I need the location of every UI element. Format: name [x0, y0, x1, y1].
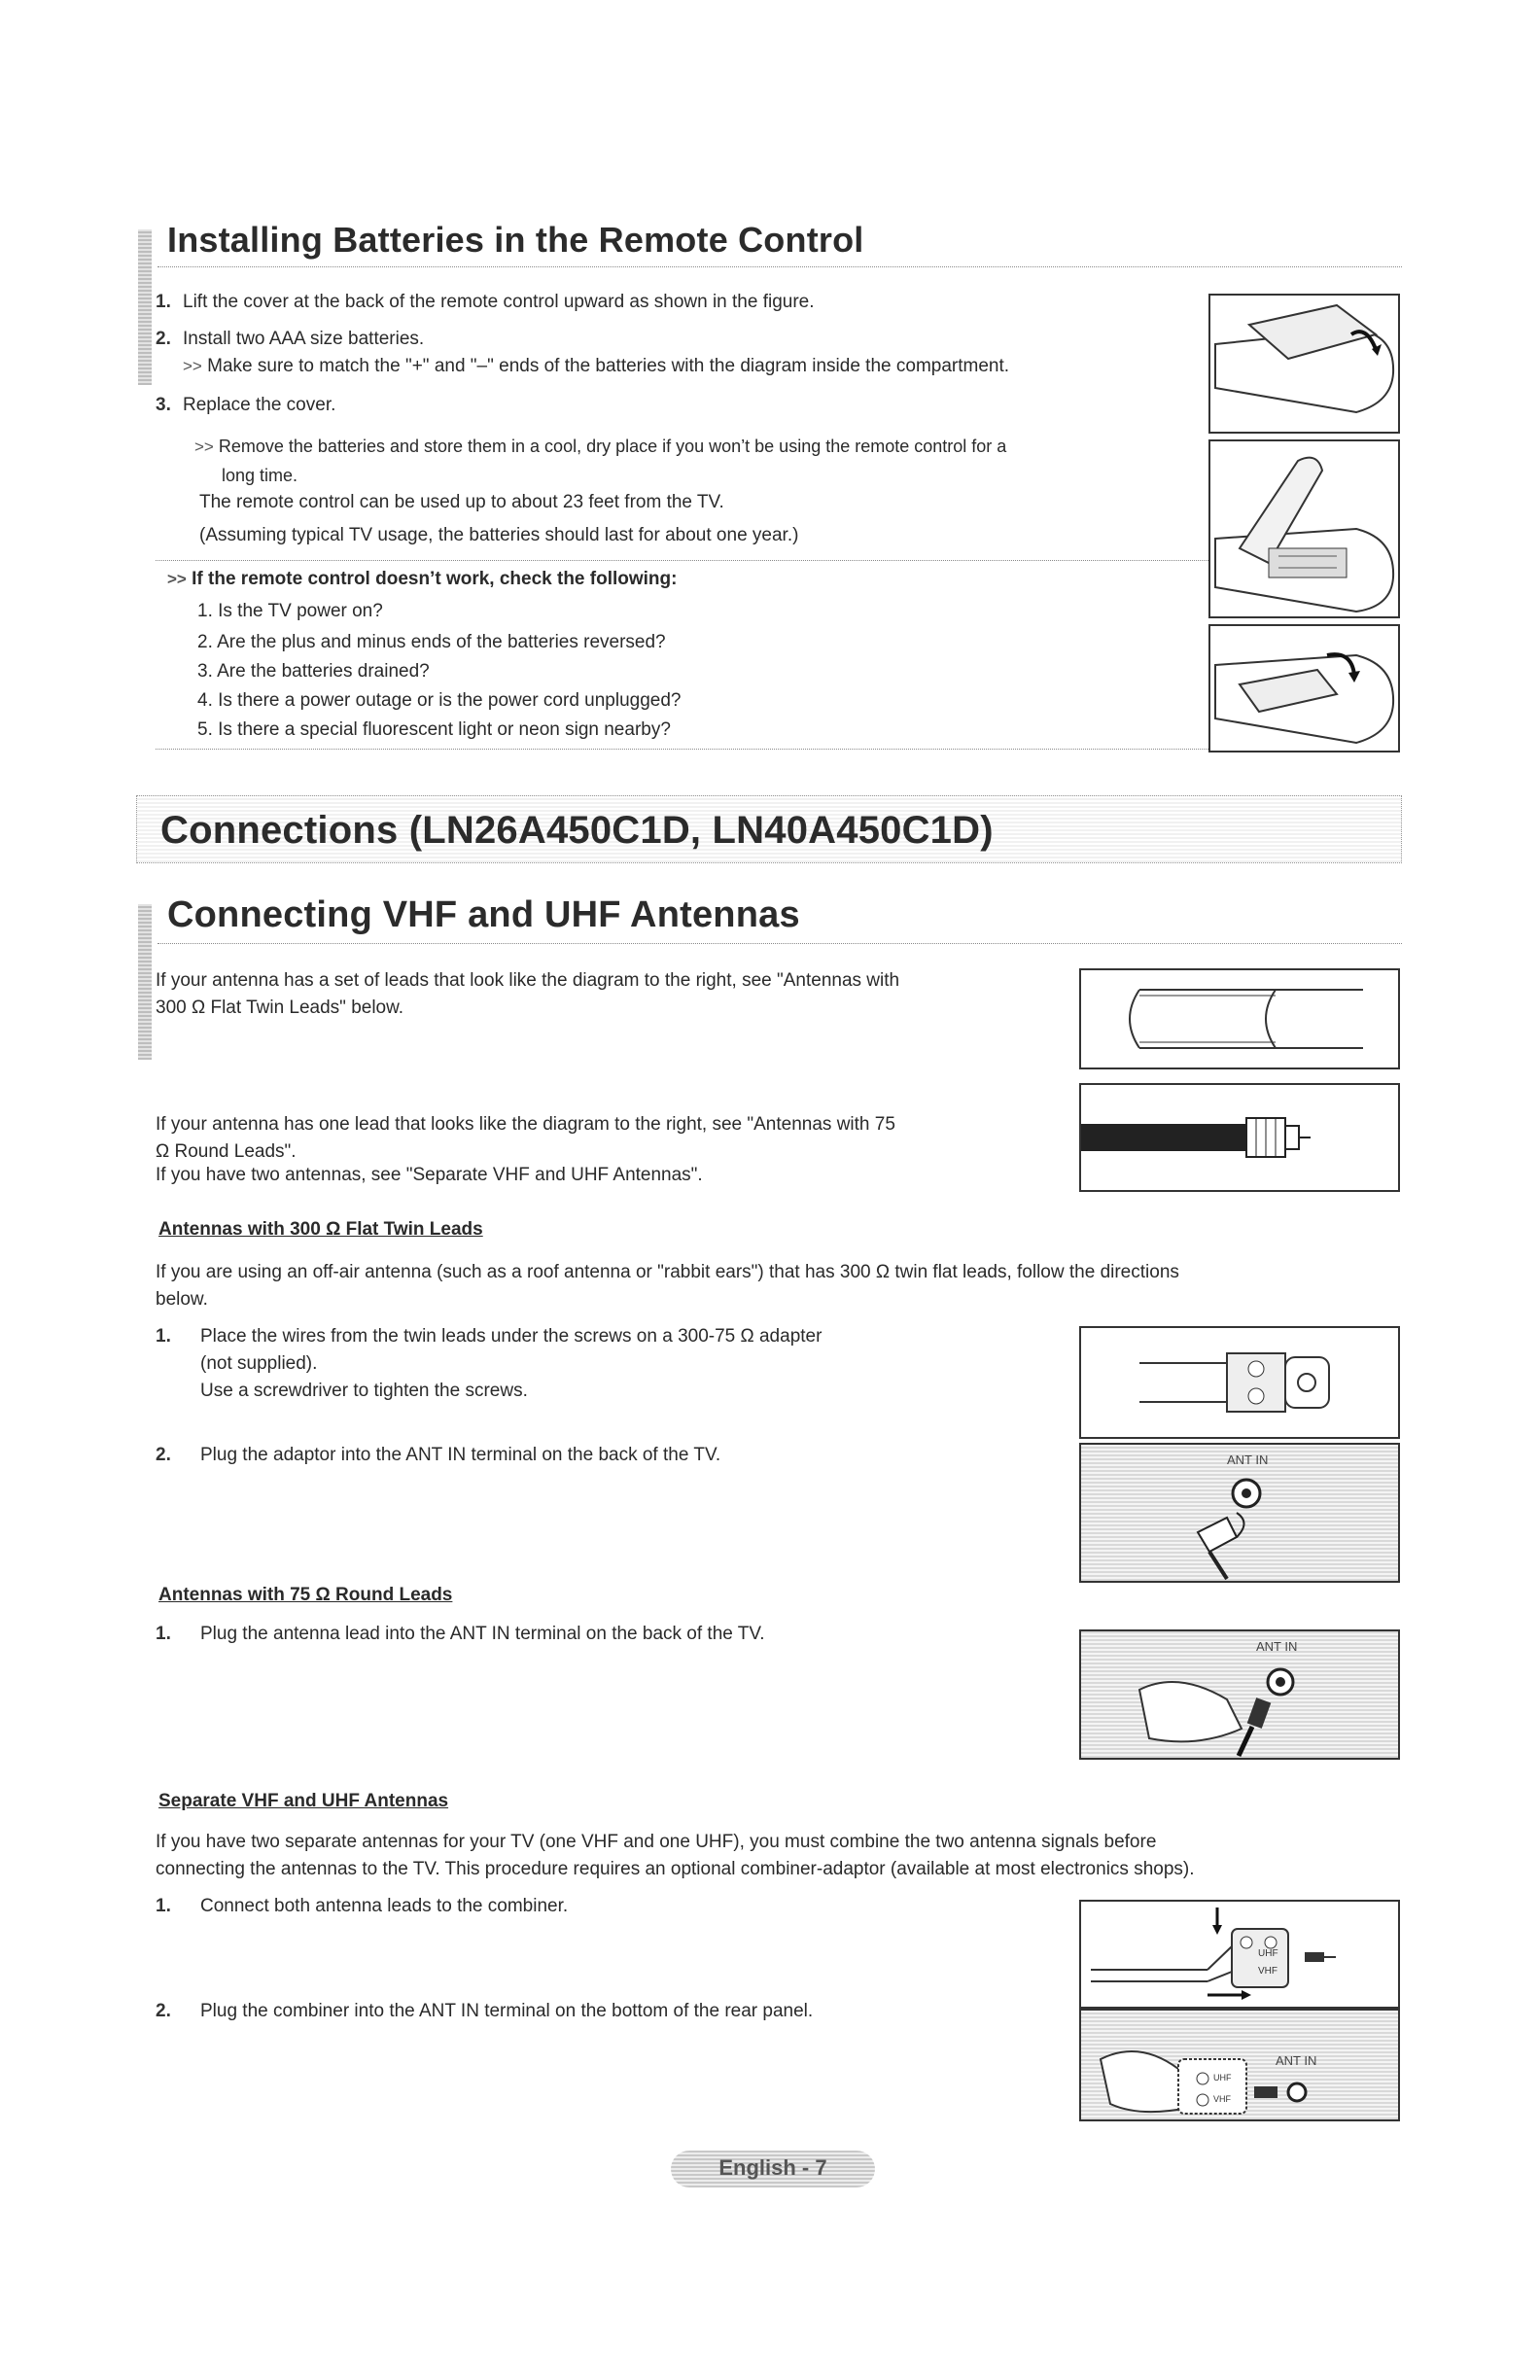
intro-text: If your antenna has a set of leads that look like the diagram to the right, see "Antennas with [156, 970, 900, 991]
twin-lead-illustration [1081, 970, 1398, 1068]
step-number: 2. [156, 329, 171, 349]
check-item: 2. Are the plus and minus ends of the batteries reversed? [197, 632, 666, 652]
step-text: Plug the antenna lead into the ANT IN terminal on the back of the TV. [200, 1624, 765, 1644]
batteries-title: Installing Batteries in the Remote Control [167, 220, 864, 260]
battery-step-2 [156, 327, 424, 352]
step-number: 3. [156, 395, 171, 415]
note-polarity [183, 354, 1009, 379]
separate-step-2 [156, 1999, 813, 2024]
uhf-label: UHF [1258, 1948, 1278, 1959]
ant-in-label: ANT IN [1227, 1452, 1269, 1467]
flat-twin-heading: Antennas with 300 Ω Flat Twin Leads [158, 1219, 483, 1240]
intro-text: If your antenna has one lead that looks like the diagram to the right, see "Antennas with 75 [156, 1114, 895, 1135]
step-text: Install two AAA size batteries. [183, 329, 425, 349]
remote-battery-compartment-figure [1208, 439, 1400, 618]
adapter-figure [1079, 1326, 1400, 1439]
combiner-ant-in-illustration [1081, 2011, 1398, 2119]
round-lead-figure [1079, 1083, 1400, 1192]
check-title [167, 567, 677, 592]
check-title-text: If the remote control doesn’t work, check the following: [192, 569, 678, 589]
vhf-label: VHF [1213, 2094, 1231, 2104]
flat-twin-desc: If you are using an off-air antenna (such as a roof antenna or "rabbit ears") that has 300 Ω twin flat leads, follow the directions [156, 1262, 1179, 1282]
range-text: The remote control can be used up to about 23 feet from the TV. [199, 492, 724, 512]
intro-text: Ω Round Leads". [156, 1141, 297, 1162]
adapter-illustration [1081, 1328, 1398, 1437]
step-text: Place the wires from the twin leads under the screws on a 300-75 Ω adapter [200, 1326, 822, 1347]
divider [158, 943, 1402, 944]
note-text: Make sure to match the "+" and "–" ends of the batteries with the diagram inside the compartment. [207, 356, 1010, 376]
step-number: 1. [156, 1896, 171, 1916]
ant-in-illustration [1081, 1445, 1398, 1581]
note-arrow-icon: >> [194, 438, 214, 456]
coax-plug-illustration [1081, 1631, 1398, 1758]
divider [158, 266, 1402, 267]
note-store [194, 434, 1006, 460]
round-lead-heading: Antennas with 75 Ω Round Leads [158, 1585, 453, 1605]
section-marker [138, 229, 152, 385]
round-step-1 [156, 1622, 765, 1647]
flat-twin-desc: below. [156, 1289, 208, 1310]
check-item: 1. Is the TV power on? [197, 601, 383, 621]
step-text: Lift the cover at the back of the remote control upward as shown in the figure. [183, 292, 815, 312]
separate-antennas-heading: Separate VHF and UHF Antennas [158, 1791, 449, 1811]
note-text-cont: long time. [222, 466, 298, 485]
step-number: 1. [156, 292, 171, 312]
coax-cable-illustration [1081, 1085, 1398, 1190]
step-number: 2. [156, 2001, 171, 2021]
step-text: (not supplied). [200, 1353, 318, 1374]
separate-antennas-desc: If you have two separate antennas for your TV (one VHF and one UHF), you must combine the two antenna signals before [156, 1832, 1157, 1852]
check-item: 4. Is there a power outage or is the power cord unplugged? [197, 690, 682, 711]
step-number: 1. [156, 1326, 171, 1347]
combiner-figure [1079, 1900, 1400, 2009]
remote-open-cover-figure [1208, 294, 1400, 434]
ant-in-combiner-figure [1079, 2009, 1400, 2121]
flat-twin-lead-figure [1079, 968, 1400, 1069]
intro-text: If you have two antennas, see "Separate VHF and UHF Antennas". [156, 1165, 703, 1185]
divider [156, 560, 1210, 561]
flat-step-2 [156, 1443, 720, 1468]
check-item: 5. Is there a special fluorescent light or neon sign nearby? [197, 719, 671, 740]
section-marker [138, 904, 152, 1060]
battery-step-3 [156, 393, 335, 418]
step-number: 1. [156, 1624, 171, 1644]
vhf-label: VHF [1258, 1966, 1278, 1977]
remote-illustration [1210, 441, 1398, 616]
antennas-title: Connecting VHF and UHF Antennas [167, 894, 800, 935]
ant-in-label: ANT IN [1276, 2053, 1317, 2068]
remote-illustration [1210, 626, 1398, 751]
battery-step-1 [156, 290, 815, 315]
usage-text: (Assuming typical TV usage, the batteries should last for about one year.) [199, 525, 799, 545]
check-item: 3. Are the batteries drained? [197, 661, 430, 682]
ant-in-label: ANT IN [1256, 1639, 1298, 1654]
separate-step-1 [156, 1894, 568, 1919]
flat-step-1 [156, 1324, 822, 1349]
step-text: Plug the combiner into the ANT IN terminal on the bottom of the rear panel. [200, 2001, 814, 2021]
remote-close-cover-figure [1208, 624, 1400, 752]
page-number: English - 7 [718, 2155, 827, 2180]
step-text: Use a screwdriver to tighten the screws. [200, 1381, 528, 1401]
step-text: Connect both antenna leads to the combiner. [200, 1896, 569, 1916]
note-text: Remove the batteries and store them in a cool, dry place if you won’t be using the remote control for a [218, 437, 1007, 456]
intro-text: 300 Ω Flat Twin Leads" below. [156, 998, 404, 1018]
step-text: Plug the adaptor into the ANT IN terminal on the back of the TV. [200, 1445, 721, 1465]
ant-in-coax-figure [1079, 1629, 1400, 1760]
connections-title: Connections (LN26A450C1D, LN40A450C1D) [160, 809, 994, 852]
separate-antennas-desc: connecting the antennas to the TV. This procedure requires an optional combiner-adaptor (available at most electronics shops). [156, 1859, 1195, 1879]
note-arrow-icon: >> [167, 570, 187, 588]
divider [156, 749, 1210, 750]
step-text: Replace the cover. [183, 395, 336, 415]
remote-illustration [1210, 296, 1398, 432]
combiner-illustration [1081, 1902, 1398, 2007]
ant-in-adapter-figure [1079, 1443, 1400, 1583]
uhf-label: UHF [1213, 2073, 1232, 2082]
note-arrow-icon: >> [183, 357, 202, 375]
step-number: 2. [156, 1445, 171, 1465]
